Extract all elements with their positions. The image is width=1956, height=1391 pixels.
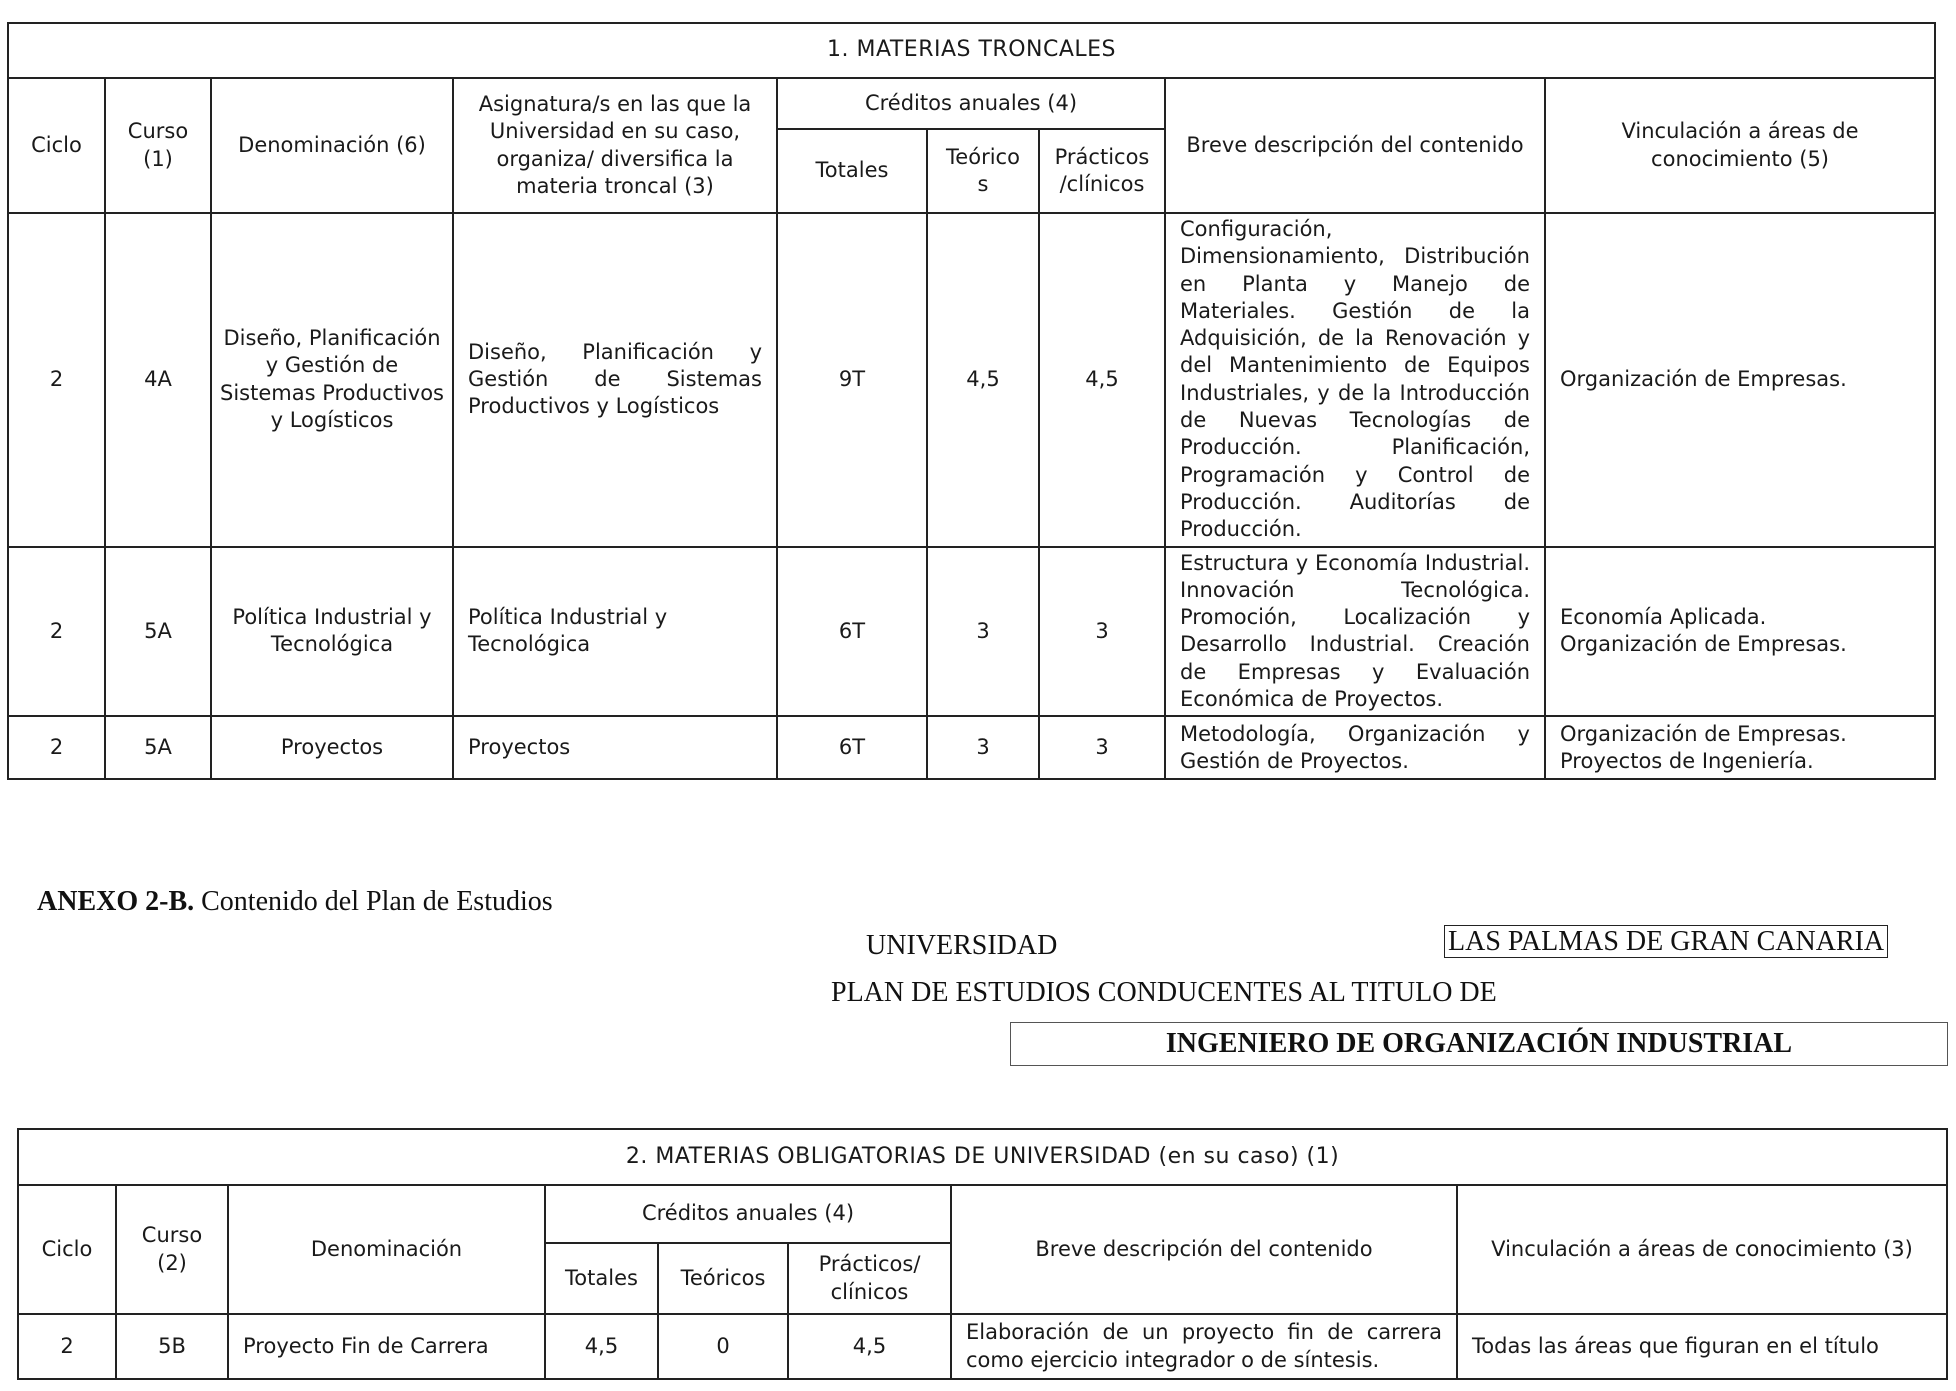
header-denominacion: Denominación (6) — [211, 78, 453, 213]
universidad-label: UNIVERSIDAD — [866, 930, 1058, 961]
cell-denominacion: Proyecto Fin de Carrera — [228, 1314, 545, 1379]
cell-practicos: 3 — [1039, 716, 1165, 779]
cell-vinculacion: Todas las áreas que figuran en el título — [1457, 1314, 1947, 1379]
cell-denominacion: Proyectos — [211, 716, 453, 779]
cell-descripcion: Metodología, Organización y Gestión de Proyectos. — [1165, 716, 1545, 779]
cell-practicos: 4,5 — [1039, 213, 1165, 547]
annex-label: ANEXO 2-B. — [37, 886, 195, 917]
cell-totales: 4,5 — [545, 1314, 658, 1379]
cell-descripcion: Estructura y Economía Industrial. Innovación Tecnológica. Promoción, Localización y Desarrollo Industrial. Creación de Empresas y Evaluación Económica de Proyectos. — [1165, 547, 1545, 717]
annex-heading — [37, 886, 553, 918]
obligatorias-table — [17, 1128, 1948, 1380]
cell-practicos: 4,5 — [788, 1314, 951, 1379]
header-teoricos: Teórico s — [927, 129, 1039, 213]
cell-teoricos: 4,5 — [927, 213, 1039, 547]
cell-practicos: 3 — [1039, 547, 1165, 717]
table-row — [8, 547, 1935, 717]
cell-vinculacion: Economía Aplicada. Organización de Empresas. — [1545, 547, 1935, 717]
cell-descripcion: Configuración, Dimensionamiento, Distribución en Planta y Manejo de Materiales. Gestión de la Adquisición, de la Renovación y del Mantenimiento de Equipos Industriales, y de la Introducción de Nuevas Tecnologías de Producción. Planificación, Programación y Control de Producción. Auditorías de Producción. — [1165, 213, 1545, 547]
cell-curso: 4A — [105, 213, 211, 547]
header-vinculacion: Vinculación a áreas de conocimiento (3) — [1457, 1185, 1947, 1314]
cell-ciclo: 2 — [18, 1314, 116, 1379]
cell-curso: 5A — [105, 716, 211, 779]
troncales-table — [7, 22, 1936, 780]
header-practicos: Prácticos /clínicos — [1039, 129, 1165, 213]
table-row — [18, 1314, 1947, 1379]
cell-teoricos: 0 — [658, 1314, 788, 1379]
universidad-value — [1444, 926, 1888, 958]
plan-label: PLAN DE ESTUDIOS CONDUCENTES AL TITULO DE — [831, 977, 1497, 1008]
universidad-name: LAS PALMAS DE GRAN CANARIA — [1444, 925, 1888, 958]
annex-subtitle: Contenido del Plan de Estudios — [194, 886, 553, 917]
header-totales: Totales — [777, 129, 927, 213]
header-ciclo: Ciclo — [18, 1185, 116, 1314]
header-ciclo: Ciclo — [8, 78, 105, 213]
cell-teoricos: 3 — [927, 547, 1039, 717]
degree-title: INGENIERO DE ORGANIZACIÓN INDUSTRIAL — [1010, 1022, 1948, 1066]
cell-totales: 6T — [777, 716, 927, 779]
cell-ciclo: 2 — [8, 547, 105, 717]
cell-totales: 9T — [777, 213, 927, 547]
header-vinculacion: Vinculación a áreas de conocimiento (5) — [1545, 78, 1935, 213]
cell-totales: 6T — [777, 547, 927, 717]
cell-ciclo: 2 — [8, 213, 105, 547]
cell-denominacion: Política Industrial y Tecnológica — [211, 547, 453, 717]
cell-teoricos: 3 — [927, 716, 1039, 779]
table-row — [8, 716, 1935, 779]
table-row — [8, 213, 1935, 547]
obligatorias-title: 2. MATERIAS OBLIGATORIAS DE UNIVERSIDAD (en su caso) (1) — [18, 1129, 1947, 1185]
cell-curso: 5B — [116, 1314, 228, 1379]
header-descripcion: Breve descripción del contenido — [951, 1185, 1457, 1314]
cell-vinculacion: Organización de Empresas. Proyectos de Ingeniería. — [1545, 716, 1935, 779]
cell-asignatura: Política Industrial y Tecnológica — [453, 547, 777, 717]
header-curso: Curso (1) — [105, 78, 211, 213]
header-denominacion: Denominación — [228, 1185, 545, 1314]
header-curso: Curso (2) — [116, 1185, 228, 1314]
header-teoricos: Teóricos — [658, 1243, 788, 1314]
cell-curso: 5A — [105, 547, 211, 717]
header-creditos: Créditos anuales (4) — [777, 78, 1165, 129]
header-descripcion: Breve descripción del contenido — [1165, 78, 1545, 213]
troncales-title: 1. MATERIAS TRONCALES — [8, 23, 1935, 78]
cell-ciclo: 2 — [8, 716, 105, 779]
header-practicos: Prácticos/ clínicos — [788, 1243, 951, 1314]
header-asignatura: Asignatura/s en las que la Universidad en su caso, organiza/ diversifica la materia troncal (3) — [453, 78, 777, 213]
cell-vinculacion: Organización de Empresas. — [1545, 213, 1935, 547]
header-totales: Totales — [545, 1243, 658, 1314]
cell-descripcion: Elaboración de un proyecto fin de carrera como ejercicio integrador o de síntesis. — [951, 1314, 1457, 1379]
header-creditos: Créditos anuales (4) — [545, 1185, 951, 1243]
cell-asignatura: Diseño, Planificación y Gestión de Sistemas Productivos y Logísticos — [453, 213, 777, 547]
cell-asignatura: Proyectos — [453, 716, 777, 779]
cell-denominacion: Diseño, Planificación y Gestión de Sistemas Productivos y Logísticos — [211, 213, 453, 547]
